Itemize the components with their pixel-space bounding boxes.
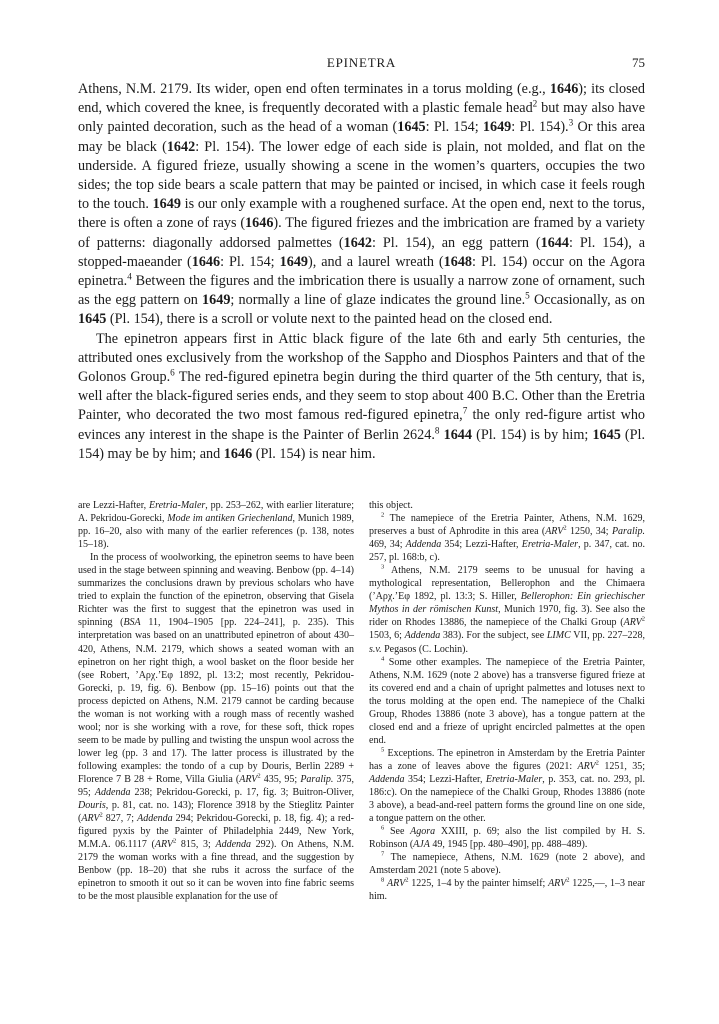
footnote-continuation: this object.	[369, 500, 413, 511]
main-text	[78, 80, 645, 464]
footnote-5: $^5$ Exceptions. The epinetron in Amsterdam by the Eretria Painter has a zone of leaves above the figures (2021: ARV$^2$ 1251, 35; Addenda 354; Lezzi-Hafter, Eretria-Maler, p. 353, cat. no. 293, pl. 186:c). On the namepiece of the Chalki Group, Rhodes 13886 (note 3 above), a bead-and-reel pattern forms the ground line on one side, a tongue pattern on the other.	[369, 746, 645, 825]
footnote-2: $^2$ The namepiece of the Eretria Painter, Athens, N.M. 1629, preserves a bust of Aphrodite in this area (ARV$^2$ 1250, 34; Paralip. 469, 34; Addenda 354; Lezzi-Hafter, Eretria-Maler, p. 347, cat. no. 257, pl. 168:b, c).	[369, 511, 646, 564]
footnote-4: $^4$ Some other examples. The namepiece of the Eretria Painter, Athens, N.M. 1629 (note 2 above) has a transverse figured frieze at its covered end and a chain of upright palmettes and lotuses next to the torus molding at the open end. The namepiece of the Chalki Group, Rhodes 13886 (note 3 above), has a tongue pattern at the closed end and a frieze of upright encircled palmettes at the open end.	[369, 655, 645, 746]
footnote-8: $^8$ ARV$^2$ 1225, 1–4 by the painter himself; ARV$^2$ 1225,—, 1–3 near him.	[369, 877, 645, 903]
footnote-6: $^6$ See Agora XXIII, p. 69; also the list compiled by H. S. Robinson (AJA 49, 1945 [pp. 480–490], pp. 488–489).	[369, 824, 645, 851]
footnotes	[78, 499, 645, 903]
main-paragraph-1: Athens, N.M. 2179. Its wider, open end often terminates in a torus molding (e.g., 1646); its closed end, which covered the knee, is frequently decorated with a plastic female head$^2$ but may also have only painted decoration, such as the head of a woman (1645: Pl. 154; 1649: Pl. 154).$^3$ Or this area may be black (1642: Pl. 154). The lower edge of each side is plain, not molded, and flat on the underside. A figured frieze, usually showing a scene in the women’s quarters, occupies the two sides; the top side bears a scale pattern that may be painted or incised, in which case it feels rough to the touch. 1649 is our only example with a roughened surface. At the open end, next to the torus, there is often a zone of rays (1646). The figured friezes and the imbrication are framed by a variety of patterns: diagonally addorsed palmettes (1642: Pl. 154), an egg pattern (1644: Pl. 154), a stopped-maeander (1646: Pl. 154; 1649), and a laurel wreath (1648: Pl. 154) occur on the Agora epinetra.$^4$ Between the figures and the imbrication there is usually a narrow zone of ornament, such as the egg pattern on 1649; normally a line of glaze indicates the ground line.$^5$ Occasionally, as on 1645 (Pl. 154), there is a scroll or volute next to the painted head on the closed end.	[78, 81, 646, 328]
footnote-3: $^3$ Athens, N.M. 2179 seems to be unusual for having a mythological representation, Bellerophon and the Chimaera (’Αρχ.’Εφ 1892, pl. 13:3; S. Hiller, Bellerophon: Ein griechischer Mythos in der römischen Kunst, Munich 1970, fig. 3). See also the rider on Rhodes 13886, the namepiece of the Chalki Group (ARV$^2$ 1503, 6; Addenda 383). For the subject, see LIMC VII, pp. 227–228, s.v. Pegasos (C. Lochin).	[369, 563, 646, 655]
page-header	[78, 52, 645, 72]
footnotes-right-column	[369, 499, 645, 903]
footnote-7: $^7$ The namepiece, Athens, N.M. 1629 (note 2 above), and Amsterdam 2021 (note 5 above).	[369, 850, 645, 877]
running-head: EPINETRA	[326, 55, 397, 70]
page-number: 75	[632, 55, 645, 70]
footnotes-left-column	[78, 499, 354, 903]
footnote-woolworking: In the process of woolworking, the epinetron seems to have been used in the stage between spinning and weaving. Benbow (pp. 4–14) summarizes the conclusions drawn by previous scholars who have tried to explain the function of the epinetron, observing that Gisela Richter was the first to suggest that the epinetron was used in spinning (BSA 11, 1904–1905 [pp. 224–241], p. 235). This interpretation was based on an unattributed epinetron of about 430–420, Athens, N.M. 2179, which shows a seated woman with an epinetron on her right thigh, a wool basket on the floor beside her (see Robert, ’Αρχ.’Εφ 1892, pl. 13:2; most recently, Pekridou-Gorecki, p. 19, fig. 6). Benbow (pp. 15–16) points out that the process depicted on Athens, N.M. 2179 cannot be carding because the woman is not working with a rough mass of recently washed wool; nor is she working with a rove, for these soft, thick ropes seem to be made by pulling and twisting the unspun wool across the lower leg (pp. 3 and 17). The latter process is illustrated by the following examples: the tondo of a cup by Douris, Berlin 2289 + Florence 7 B 28 + Rome, Villa Giulia (ARV$^2$ 435, 95; Paralip. 375, 95; Addenda 238; Pekridou-Gorecki, p. 17, fig. 3; Buitron-Oliver, Douris, p. 81, cat. no. 143); Florence 3918 by the Stieglitz Painter (ARV$^2$ 827, 7; Addenda 294; Pekridou-Gorecki, p. 18, fig. 4); a red-figured pyxis by the Painter of Philadelphia 2449, New York, M.M.A. 06.1117 (ARV$^2$ 815, 3; Addenda 292). On Athens, N.M. 2179 the woman works with a fine thread, and the suggestion by Benbow (pp. 18–20) that she rubs it across the surface of the epinetron to smooth it out so it can be woven into fine fabric seems to be the most plausible explanation for the use of	[78, 552, 355, 903]
main-paragraph-2: The epinetron appears first in Attic black figure of the late 6th and early 5th centuries, the attributed ones exclusively from the workshop of the Sappho and Diosphos Painters and that of the Golonos Group.$^6$ The red-figured epinetra begin during the third quarter of the 5th century, that is, well after the black-figured series ends, and they seem to stop about 400 B.C. Other than the Eretria Painter, who decorated the two most famous red-figured epinetra,$^7$ the only red-figure artist who evinces any interest in the shape is the Painter of Berlin 2624.$^8$ 1644 (Pl. 154) is by him; 1645 (Pl. 154) may be by him; and 1646 (Pl. 154) is near him.	[78, 330, 646, 462]
footnote-continued: are Lezzi-Hafter, Eretria-Maler, pp. 253–262, with earlier literature; A. Pekridou-Gorecki, Mode im antiken Griechenland, Munich 1989, pp. 16–20, also with many of the earlier references (p. 138, notes 15–18).	[78, 500, 355, 551]
